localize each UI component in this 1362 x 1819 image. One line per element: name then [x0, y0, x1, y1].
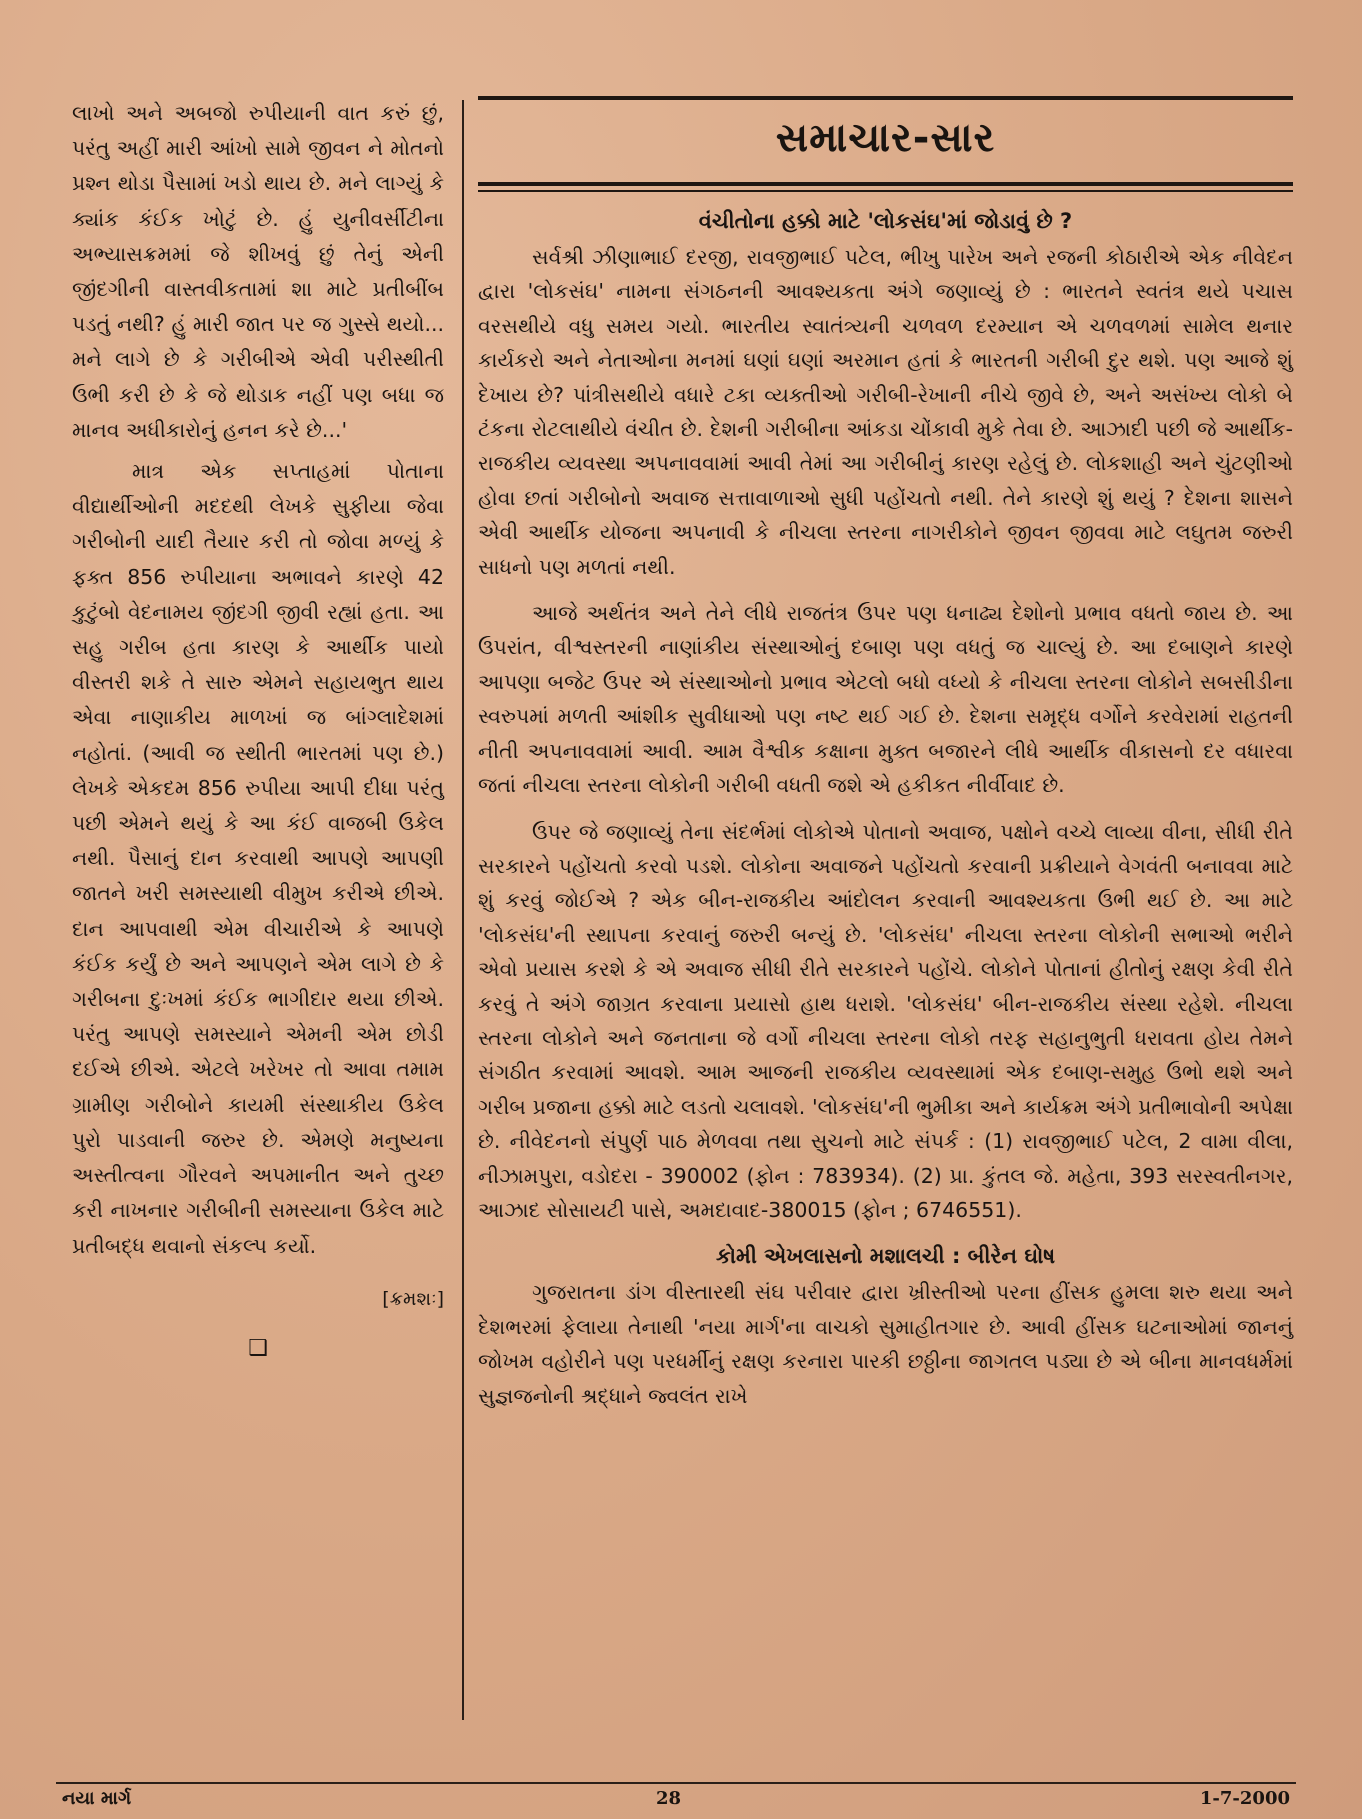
article-1-paragraph-3: ઉપર જે જણાવ્યું તેના સંદર્ભમાં લોકોએ પોતાનો અવાજ, પક્ષોને વચ્ચે લાવ્યા વીના, સીધી રીતે સરકારને પહોંચતો કરવો પડશે. લોકોના અવાજને પહોંચતો કરવાની પ્રક્રીયાને વેગવંતી બનાવવા માટે શું કરવું જોઈએ ? એક બીન-રાજકીય આંદોલન કરવાની આવશ્યકતા ઉભી થઈ છે. આ માટે 'લોકસંઘ'ની સ્થાપના કરવાનું જરુરી બન્યું છે. 'લોકસંઘ' નીચલા સ્તરના લોકોની સભાઓ ભરીને એવો પ્રયાસ કરશે કે એ અવાજ સીધી રીતે સરકારને પહોંચે. લોકોને પોતાનાં હીતોનું રક્ષણ કેવી રીતે કરવું તે અંગે જાગ્રત કરવાના પ્રયાસો હાથ ધરાશે. 'લોકસંઘ' બીન-રાજકીય સંસ્થા રહેશે. નીચલા સ્તરના લોકોને અને જનતાના જે વર્ગો નીચલા સ્તરના લોકો તરફ સહાનુભુતી ધરાવતા હોય તેમને સંગઠીત કરવામાં આવશે. આમ આજની રાજકીય વ્યવસ્થામાં એક દબાણ-સમુહ ઉભો થશે અને ગરીબ પ્રજાના હક્કો માટે લડતો ચલાવશે. 'લોકસંઘ'ની ભુમીકા અને કાર્યક્રમ અંગે પ્રતીભાવોની અપેક્ષા છે. નીવેદનનો સંપુર્ણ પાઠ મેળવવા તથા સુચનો માટે સંપર્ક : (1) રાવજીભાઈ પટેલ, 2 વામા વીલા, નીઝામપુરા, વડોદરા - 390002 (ફોન : 783934). (2) પ્રા. કુંતલ જે. મહેતા, 393 સરસ્વતીનગર, આઝાદ સોસાયટી પાસે, અમદાવાદ-380015 (ફોન ; 6746551).: [478, 819, 1293, 1222]
article-1-paragraph-2: આજે અર્થતંત્ર અને તેને લીધે રાજતંત્ર ઉપર પણ ધનાઢ્ય દેશોનો પ્રભાવ વધતો જાય છે. આ ઉપરાંત, વીશ્વસ્તરની નાણાંકીય સંસ્થાઓનું દબાણ પણ વધતું જ ચાલ્યું છે. આ દબાણને કારણે આપણા બજેટ ઉપર એ સંસ્થાઓનો પ્રભાવ એટલો બધો વધ્યો કે નીચલા સ્તરના લોકોને સબસીડીના સ્વરુપમાં મળતી આંશીક સુવીધાઓ પણ નષ્ટ થઈ ગઈ છે. દેશના સમૃદ્ધ વર્ગોને કરવેરામાં રાહતની નીતી અપનાવવામાં આવી. આમ વૈશ્વીક કક્ષાના મુક્ત બજારને લીધે આર્થીક વીકાસનો દર વધારવા જતાં નીચલા સ્તરના લોકોની ગરીબી વધતી જશે એ હકીકત નીર્વીવાદ છે.: [478, 601, 1293, 798]
top-rule: [478, 96, 1293, 100]
left-paragraph-1: લાખો અને અબજો રુપીયાની વાત કરું છું, પરંતુ અહીં મારી આંખો સામે જીવન ને મોતનો પ્રશ્ન થોડા પૈસામાં ખડો થાય છે. મને લાગ્યું કે ક્યાંક કંઈક ખોટું છે. હું યુનીવર્સીટીના અભ્યાસક્રમમાં જે શીખવું છું તેનું એની જીંદગીની વાસ્તવીકતામાં શા માટે પ્રતીબીંબ પડતું નથી? હું મારી જાત પર જ ગુસ્સે થયો... મને લાગે છે કે ગરીબીએ એવી પરીસ્થીતી ઉભી કરી છે કે જે થોડાક નહીં પણ બધા જ માનવ અધીકારોનું હનન કરે છે...': [72, 101, 444, 442]
article-1-paragraph-1: સર્વશ્રી ઝીણાભાઈ દરજી, રાવજીભાઈ પટેલ, ભીખુ પારેખ અને રજની કોઠારીએ એક નીવેદન દ્વારા 'લોકસંઘ' નામના સંગઠનની આવશ્યકતા અંગે જણાવ્યું છે : ભારતને સ્વતંત્ર થયે પચાસ વરસથીયે વધુ સમય ગયો. ભારતીય સ્વાતંત્ર્યની ચળવળ દરમ્યાન એ ચળવળમાં સામેલ થનાર કાર્યકરો અને નેતાઓના મનમાં ઘણાં ઘણાં અરમાન હતાં કે ભારતની ગરીબી દુર થશે. પણ આજે શું દેખાય છે? પાંત્રીસથીયે વધારે ટકા વ્યક્તીઓ ગરીબી-રેખાની નીચે જીવે છે, અને અસંખ્ય લોકો બે ટંકના રોટલાથીયે વંચીત છે. દેશની ગરીબીના આંકડા ચોંકાવી મુકે તેવા છે. આઝાદી પછી જે આર્થીક-રાજકીય વ્યવસ્થા અપનાવવામાં આવી તેમાં આ ગરીબીનું કારણ રહેલું છે. લોકશાહી અને ચુંટણીઓ હોવા છતાં ગરીબોનો અવાજ સત્તાવાળાઓ સુધી પહોંચતો નથી. તેને કારણે શું થયું ? દેશના શાસને એવી આર્થીક યોજના અપનાવી કે નીચલા સ્તરના નાગરીકોને જીવન જીવવા માટે લઘુતમ જરુરી સાધનો પણ મળતાં નથી.: [478, 245, 1293, 579]
article-2-title: કોમી એખલાસનો મશાલચી : બીરેન ઘોષ: [715, 1244, 1056, 1269]
article-1-title: વંચીતોના હક્કો માટે 'લોકસંઘ'માં જોડાવું છે ?: [698, 209, 1073, 233]
page-footer: [56, 1786, 1296, 1814]
title-rule-thin: [478, 190, 1293, 192]
footer-rule: [56, 1782, 1296, 1784]
page-number: 28: [656, 1788, 682, 1809]
left-paragraph-2: માત્ર એક સપ્તાહમાં પોતાના વીદ્યાર્થીઓની મદદથી લેખકે સુફીયા જેવા ગરીબોની યાદી તૈયાર કરી તો જોવા મળ્યું કે ફક્ત 856 રુપીયાના અભાવને કારણે 42 કુટુંબો વેદનામય જીંદગી જીવી રહ્યાં હતા. આ સહુ ગરીબ હતા કારણ કે આર્થીક પાયો વીસ્તરી શકે તે સારુ એમને સહાયભુત થાય એવા નાણાકીય માળખાં જ બાંગ્લાદેશમાં નહોતાં. (આવી જ સ્થીતી ભારતમાં પણ છે.) લેખકે એકદમ 856 રુપીયા આપી દીધા પરંતુ પછી એમને થયું કે આ કંઈ વાજબી ઉકેલ નથી. પૈસાનું દાન કરવાથી આપણે આપણી જાતને ખરી સમસ્યાથી વીમુખ કરીએ છીએ. દાન આપવાથી એમ વીચારીએ કે આપણે કંઈક કર્યું છે અને આપણને એમ લાગે છે કે ગરીબના દુઃખમાં કંઈક ભાગીદાર થયા છીએ. પરંતુ આપણે સમસ્યાને એમની એમ છોડી દઈએ છીએ. એટલે ખરેખર તો આવા તમામ ગ્રામીણ ગરીબોને કાયમી સંસ્થાકીય ઉકેલ પુરો પાડવાની જરુર છે. એમણે મનુષ્યના અસ્તીત્વના ગૌરવને અપમાનીત અને તુચ્છ કરી નાખનાર ગરીબીની સમસ્યાના ઉકેલ માટે પ્રતીબદ્ધ થવાનો સંકલ્પ કર્યો.: [72, 459, 444, 1258]
title-rule-thick: [478, 182, 1293, 186]
continued-marker: [ક્રમશઃ]: [382, 1287, 444, 1310]
column-divider: [462, 100, 464, 1720]
article-2-paragraph-1: ગુજરાતના ડાંગ વીસ્તારથી સંઘ પરીવાર દ્વારા ખ્રીસ્તીઓ પરના હીંસક હુમલા શરુ થયા અને દેશભરમાં ફેલાયા તેનાથી 'નયા માર્ગ'ના વાચકો સુમાહીતગાર છે. આવી હીંસક ઘટનાઓમાં જાનનું જોખમ વહોરીને પણ પરધર્મીનું રક્ષણ કરનારા પારકી છઠ્ઠીના જાગતલ પડ્યા છે એ બીના માનવધર્મમાં સુજ્ઞજનોની શ્રદ્ધાને જ્વલંત રાખે: [478, 1280, 1293, 1408]
left-column: [72, 96, 444, 1366]
publication-name: નયા માર્ગ: [62, 1788, 132, 1809]
end-of-article-mark: ❑: [248, 1335, 268, 1361]
section-title: સમાચાર-સાર: [775, 115, 996, 161]
right-column: [478, 96, 1293, 1413]
issue-date: 1-7-2000: [1199, 1788, 1290, 1809]
